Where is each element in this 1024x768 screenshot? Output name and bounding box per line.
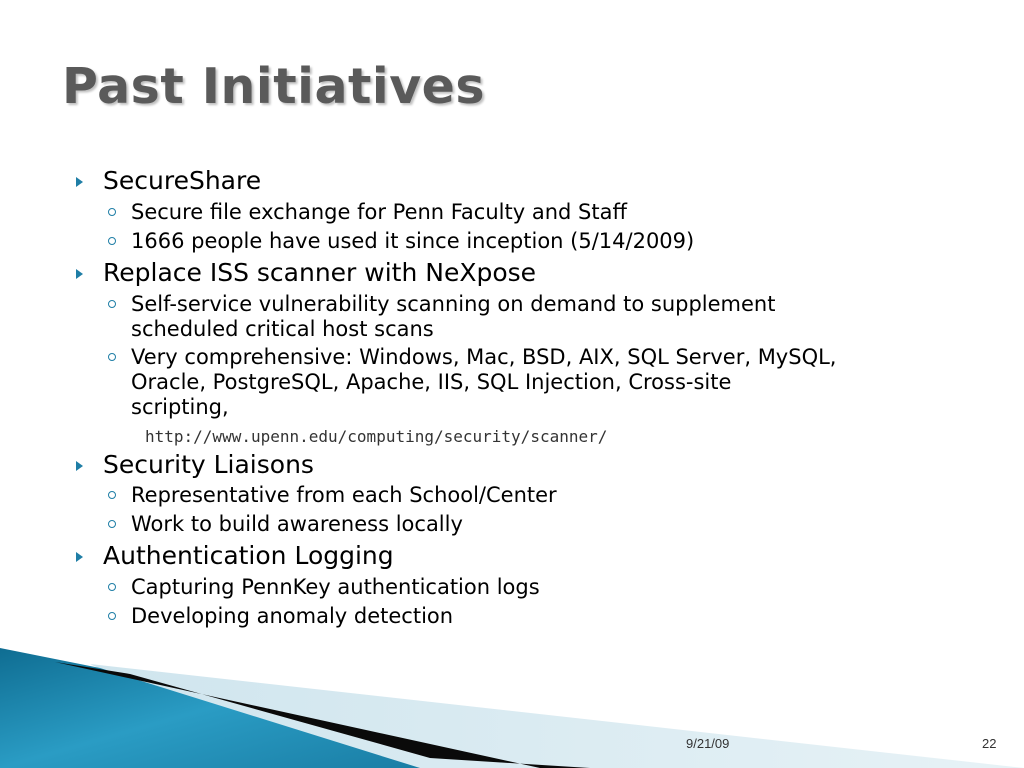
sub-bullet: Work to build awareness locally <box>131 512 463 536</box>
sub-bullet-continuation: Oracle, PostgreSQL, Apache, IIS, SQL Injection, Cross-site <box>131 370 732 394</box>
arrow-bullet-icon <box>76 552 83 562</box>
circle-bullet-icon <box>108 237 116 245</box>
circle-bullet-icon <box>108 300 116 308</box>
slide-title: Past Initiatives <box>62 58 486 115</box>
decorative-swoosh <box>0 640 1024 768</box>
sub-bullet: Capturing PennKey authentication logs <box>131 575 540 599</box>
sub-bullet-continuation: scripting, <box>131 395 229 419</box>
circle-bullet-icon <box>108 583 116 591</box>
arrow-bullet-icon <box>76 269 83 279</box>
circle-bullet-icon <box>108 353 116 361</box>
sub-bullet: Very comprehensive: Windows, Mac, BSD, AIX, SQL Server, MySQL, <box>131 345 837 369</box>
circle-bullet-icon <box>108 208 116 216</box>
bullet-heading: Replace ISS scanner with NeXpose <box>103 258 537 287</box>
footer-date: 9/21/09 <box>686 736 730 751</box>
page-number: 22 <box>982 736 997 751</box>
sub-bullet: Self-service vulnerability scanning on demand to supplement <box>131 292 776 316</box>
circle-bullet-icon <box>108 612 116 620</box>
sub-bullet: Developing anomaly detection <box>131 604 454 628</box>
sub-bullet-continuation: scheduled critical host scans <box>131 317 434 341</box>
circle-bullet-icon <box>108 491 116 499</box>
bullet-heading: Security Liaisons <box>103 450 314 479</box>
sub-bullet: Representative from each School/Center <box>131 483 557 507</box>
arrow-bullet-icon <box>76 177 83 187</box>
sub-bullet: 1666 people have used it since inception (5/14/2009) <box>131 229 695 253</box>
bullet-heading: SecureShare <box>103 166 262 195</box>
scanner-url: http://www.upenn.edu/computing/security/scanner/ <box>145 427 608 446</box>
circle-bullet-icon <box>108 520 116 528</box>
arrow-bullet-icon <box>76 461 83 471</box>
sub-bullet: Secure file exchange for Penn Faculty and Staff <box>131 200 627 224</box>
bullet-heading: Authentication Logging <box>103 541 394 570</box>
